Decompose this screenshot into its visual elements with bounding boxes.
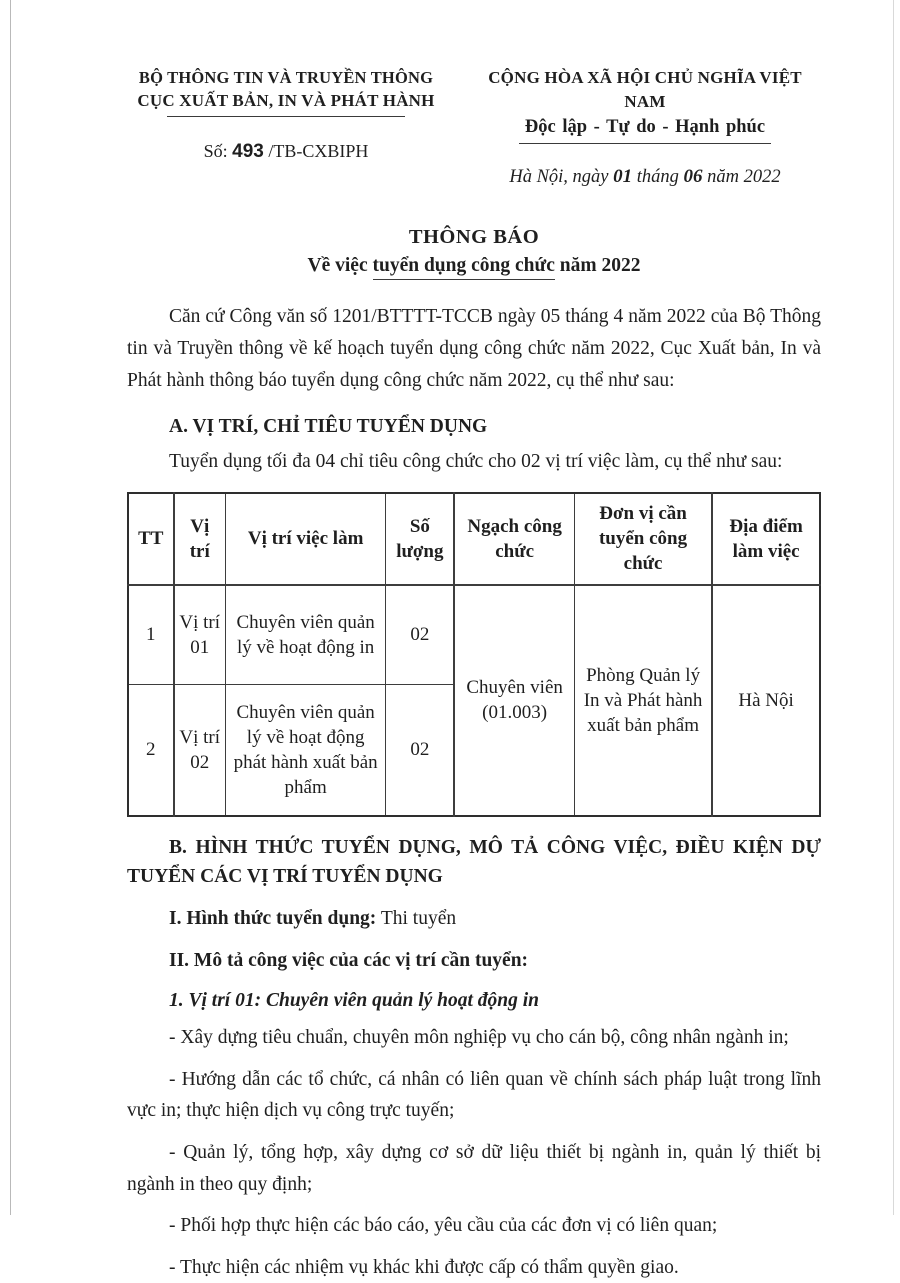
subtitle-pre: Về việc	[307, 255, 373, 277]
cell-tt-2: 2	[128, 684, 174, 816]
national-block	[469, 66, 821, 188]
scan-right-edge-line	[893, 0, 894, 1215]
table-header-row	[128, 493, 820, 585]
section-a-heading: A. VỊ TRÍ, CHỈ TIÊU TUYỂN DỤNG	[169, 416, 488, 438]
doc-number	[127, 141, 445, 163]
document-header	[127, 66, 821, 188]
cell-viec-lam-2: Chuyên viên quản lý về hoạt động phát hành xuất bản phẩm	[225, 684, 386, 816]
header-ngach: Ngạch công chức	[454, 493, 574, 585]
job-duty-item: - Thực hiện các nhiệm vụ khác khi được cấp có thẩm quyền giao.	[169, 1256, 679, 1278]
motto-underline	[519, 143, 771, 144]
intro-paragraph: Căn cứ Công văn số 1201/BTTTT-TCCB ngày 05 tháng 4 năm 2022 của Bộ Thông tin và Truyền thông về kế hoạch tuyển dụng công chức năm 2022, Cục Xuất bản, In và Phát hành thông báo tuyển dụng công chức năm 2022, cụ thể như sau:	[127, 306, 821, 391]
document-page	[127, 66, 821, 1283]
ministry-name: BỘ THÔNG TIN VÀ TRUYỀN THÔNG	[138, 68, 434, 87]
date-year: 2022	[743, 167, 781, 188]
recruitment-table	[127, 492, 821, 817]
cell-so-luong-1: 02	[386, 585, 454, 685]
job-duty-item: - Hướng dẫn các tổ chức, cá nhân có liên quan về chính sách pháp luật trong lĩnh vực in; thực hiện dịch vụ công trực tuyến;	[127, 1068, 821, 1122]
job-duty-item: - Phối hợp thực hiện các báo cáo, yêu cầu của các đơn vị có liên quan;	[169, 1215, 718, 1237]
date-day: 01	[613, 166, 633, 188]
doc-title: THÔNG BÁO	[408, 226, 540, 249]
cell-viec-lam-1: Chuyên viên quản lý về hoạt động in	[225, 585, 386, 685]
national-motto: CỘNG HÒA XÃ HỘI CHỦ NGHĨA VIỆT NAM	[488, 68, 802, 111]
cell-tt-1: 1	[128, 585, 174, 685]
subtitle-post: năm 2022	[554, 255, 641, 277]
table-row	[128, 585, 820, 685]
doc-number-code: /TB-CXBIPH	[268, 140, 369, 161]
cell-ngach-merged: Chuyên viên (01.003)	[454, 585, 574, 816]
cell-so-luong-2: 02	[386, 684, 454, 816]
cell-vitri-2: Vị trí 02	[174, 684, 226, 816]
place-date	[469, 166, 821, 188]
job-description-heading: II. Mô tả công việc của các vị trí cần tuyển:	[169, 949, 529, 971]
agency-name: CỤC XUẤT BẢN, IN VÀ PHÁT HÀNH	[137, 91, 435, 111]
header-viec-lam: Vị trí việc làm	[225, 493, 386, 585]
issuer-block	[127, 66, 445, 188]
doc-subtitle	[127, 255, 821, 277]
title-block	[127, 226, 821, 277]
recruitment-method-label: I. Hình thức tuyển dụng:	[169, 908, 377, 930]
recruitment-method-value: Thi tuyển	[376, 908, 457, 930]
cell-dia-diem-merged: Hà Nội	[712, 585, 820, 816]
header-dia-diem: Địa điểm làm việc	[712, 493, 820, 585]
cell-vitri-1: Vị trí 01	[174, 585, 226, 685]
job-duty-item: - Xây dựng tiêu chuẩn, chuyên môn nghiệp vụ cho cán bộ, công nhân ngành in;	[169, 1027, 789, 1049]
subtitle-underlined: tuyển dụng công chức	[373, 255, 555, 280]
recruitment-method-line	[127, 903, 821, 935]
scan-left-edge-line	[10, 0, 11, 1215]
header-vitri: Vị trí	[174, 493, 226, 585]
agency-underline	[167, 116, 405, 117]
section-b-heading: B. HÌNH THỨC TUYỂN DỤNG, MÔ TẢ CÔNG VIỆC, ĐIỀU KIỆN DỰ TUYỂN CÁC VỊ TRÍ TUYỂN DỤNG	[127, 836, 821, 887]
header-so-luong: Số lượng	[386, 493, 454, 585]
doc-number-value: 493	[232, 140, 264, 162]
position-01-subheading: 1. Vị trí 01: Chuyên viên quản lý hoạt động in	[169, 990, 540, 1012]
header-don-vi: Đơn vị cần tuyển công chức	[574, 493, 712, 585]
section-a-intro: Tuyển dụng tối đa 04 chỉ tiêu công chức cho 02 vị trí việc làm, cụ thể như sau:	[169, 451, 783, 473]
cell-don-vi-merged: Phòng Quản lý In và Phát hành xuất bản phẩm	[574, 585, 712, 816]
date-month: 06	[683, 166, 703, 188]
header-tt: TT	[128, 493, 174, 585]
independence-motto: Độc lập - Tự do - Hạnh phúc	[524, 116, 766, 137]
date-nam: năm	[707, 167, 740, 188]
date-prefix: Hà Nội, ngày	[509, 167, 609, 188]
date-thang: tháng	[636, 167, 679, 188]
doc-number-label: Số:	[203, 140, 228, 161]
job-duty-item: - Quản lý, tổng hợp, xây dựng cơ sở dữ liệu thiết bị ngành in, quản lý thiết bị ngành in theo quy định;	[127, 1142, 821, 1195]
